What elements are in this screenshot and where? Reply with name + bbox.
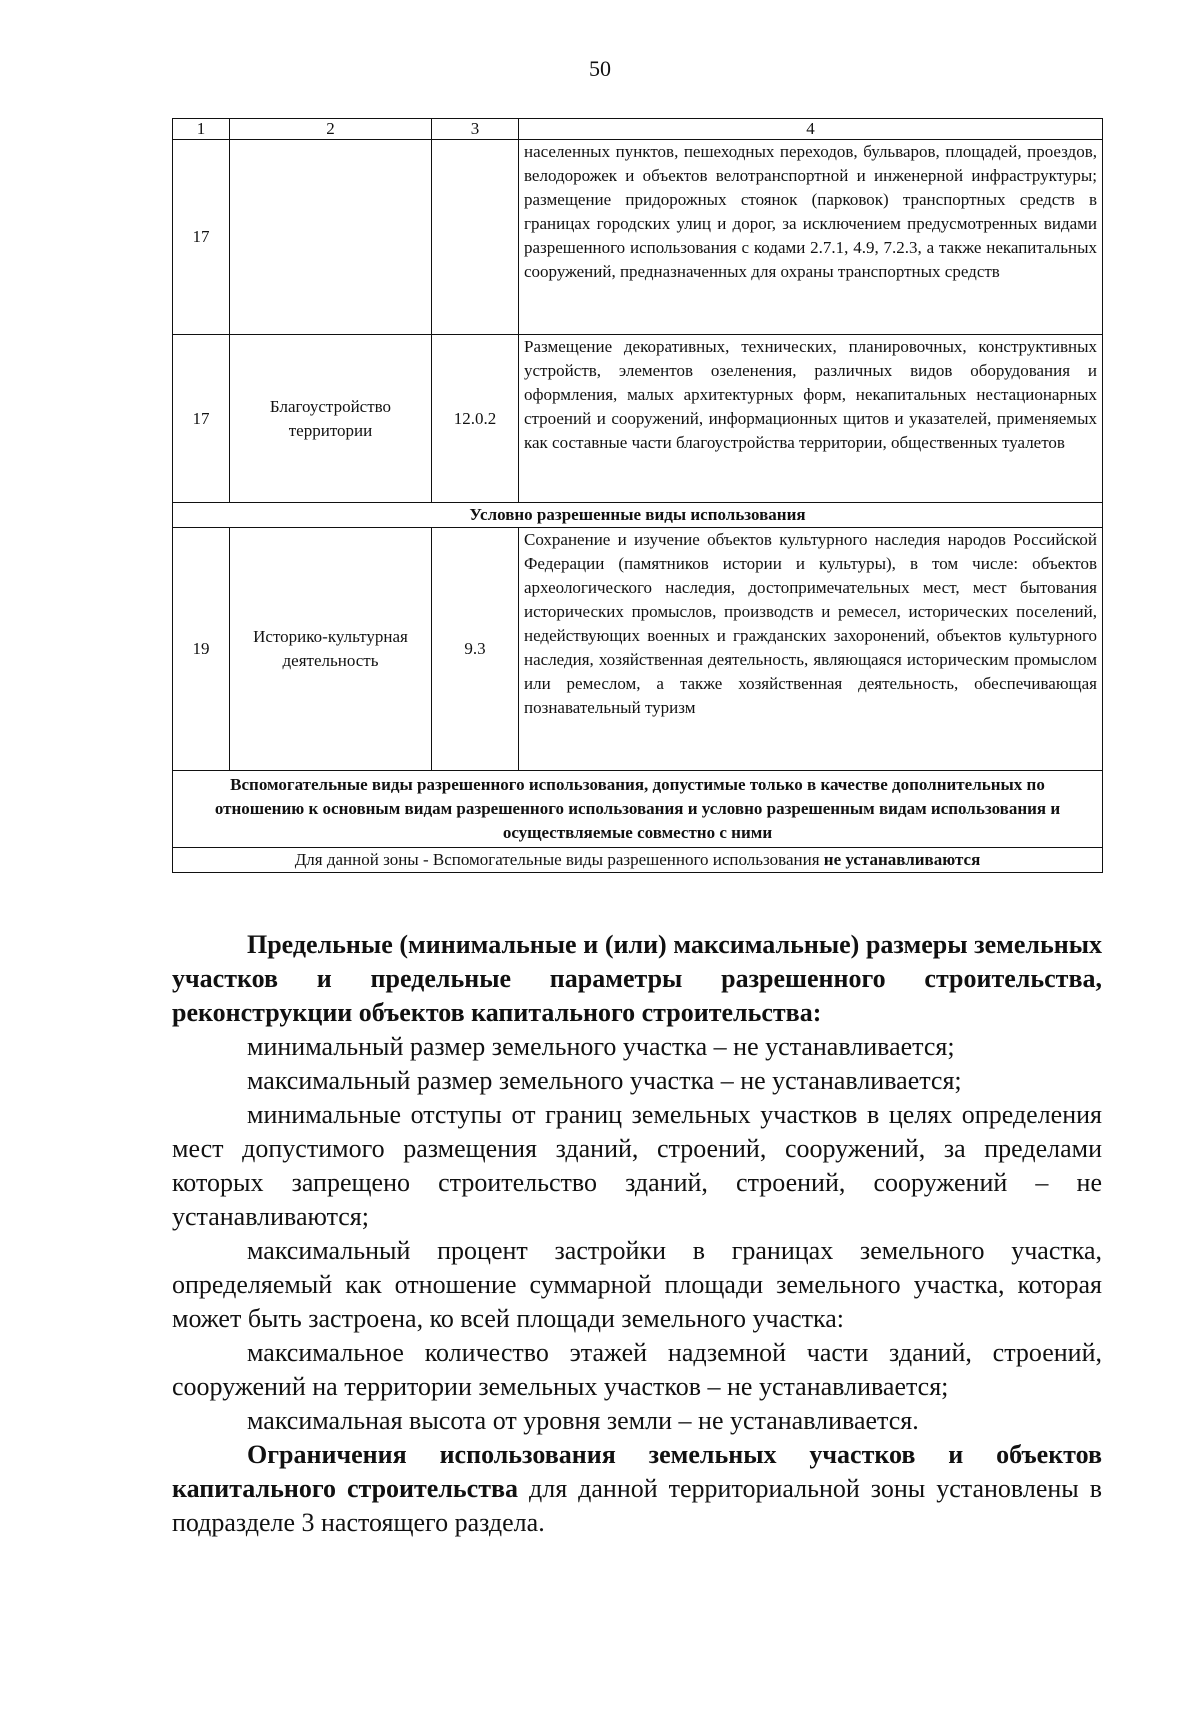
row-number: 19 [173,528,230,771]
section-header-row [173,771,1103,848]
paragraph: максимальная высота от уровня земли – не устанавливается. [247,1406,919,1435]
row-number: 17 [173,335,230,503]
section-heading: Предельные (минимальные и (или) максимальные) размеры земельных участков и предельные параметры разрешенного строительства, реконструкции объектов капитального строительства: [172,930,1102,1027]
table-row [173,140,1103,335]
column-header: 1 [173,119,230,140]
paragraph: минимальный размер земельного участка – не устанавливается; [247,1032,955,1061]
page-number: 50 [589,56,611,81]
row-name: Историко-культурная деятельность [230,528,432,771]
paragraph: максимальный размер земельного участка – не устанавливается; [247,1066,962,1095]
column-header: 3 [432,119,519,140]
table-row [173,528,1103,771]
row-number: 17 [173,140,230,335]
row-description: Размещение декоративных, технических, планировочных, конструктивных устройств, элементов озеленения, различных видов оборудования и оформления, малых архитектурных форм, некапитальных нестационарных строений и сооружений, информационных щитов и указателей, применяемых как составные части благоустройства территории, общественных туалетов [519,335,1103,503]
auxiliary-note-plain: Для данной зоны - Вспомогательные виды разрешенного использования [294,850,820,869]
paragraph: минимальные отступы от границ земельных участков в целях определения мест допустимого размещения зданий, строений, сооружений, за пределами которых запрещено строительство зданий, строений, сооружений – не устанавливаются; [172,1100,1102,1231]
row-description: Сохранение и изучение объектов культурного наследия народов Российской Федерации (памятников истории и культуры), в том числе: объектов археологического наследия, достопримечательных мест, мест бытования исторических промыслов, производств и ремесел, исторических поселений, недействующих военных и гражданских захоронений, объектов культурного наследия, хозяйственная деятельность, являющаяся историческим промыслом или ремеслом, а также хозяйственная деятельность, обеспечивающая познавательный туризм [519,528,1103,771]
row-description: населенных пунктов, пешеходных переходов, бульваров, площадей, проездов, велодорожек и объектов велотранспортной и инженерной инфраструктуры; размещение придорожных стоянок (парковок) транспортных средств в границах городских улиц и дорог, за исключением предусмотренных видами разрешенного использования с кодами 2.7.1, 4.9, 7.2.3, а также некапитальных сооружений, предназначенных для охраны транспортных средств [519,140,1103,335]
table-header-row [173,119,1103,140]
paragraph: максимальное количество этажей надземной части зданий, строений, сооружений на территории земельных участков – не устанавливается; [172,1338,1102,1401]
column-header: 4 [519,119,1103,140]
section-conditional: Условно разрешенные виды использования [173,503,1103,528]
table-row [173,848,1103,873]
section-auxiliary: Вспомогательные виды разрешенного использования, допустимые только в качестве дополнительных по отношению к основным видам разрешенного использования и условно разрешенным видам использования и осуществляемые совместно с ними [173,771,1103,848]
paragraph-bold: Ограничения использования земельных участков и объектов капитального строительства [172,1440,1102,1503]
row-name: Благоустройство территории [230,335,432,503]
auxiliary-note-bold: не устанавливаются [823,850,981,869]
land-use-table [172,118,1103,873]
section-header-row [173,503,1103,528]
auxiliary-note [173,848,1103,873]
row-name [230,140,432,335]
paragraph [172,1438,1102,1540]
table-row [173,335,1103,503]
paragraph-rest: для данной территориальной зоны установлены в подразделе 3 настоящего раздела. [172,1474,1102,1537]
row-code [432,140,519,335]
row-code: 9.3 [432,528,519,771]
paragraph: максимальный процент застройки в границах земельного участка, определяемый как отношение суммарной площади земельного участка, которая может быть застроена, ко всей площади земельного участка: [172,1236,1102,1333]
body-text [172,928,1102,1540]
row-code: 12.0.2 [432,335,519,503]
column-header: 2 [230,119,432,140]
